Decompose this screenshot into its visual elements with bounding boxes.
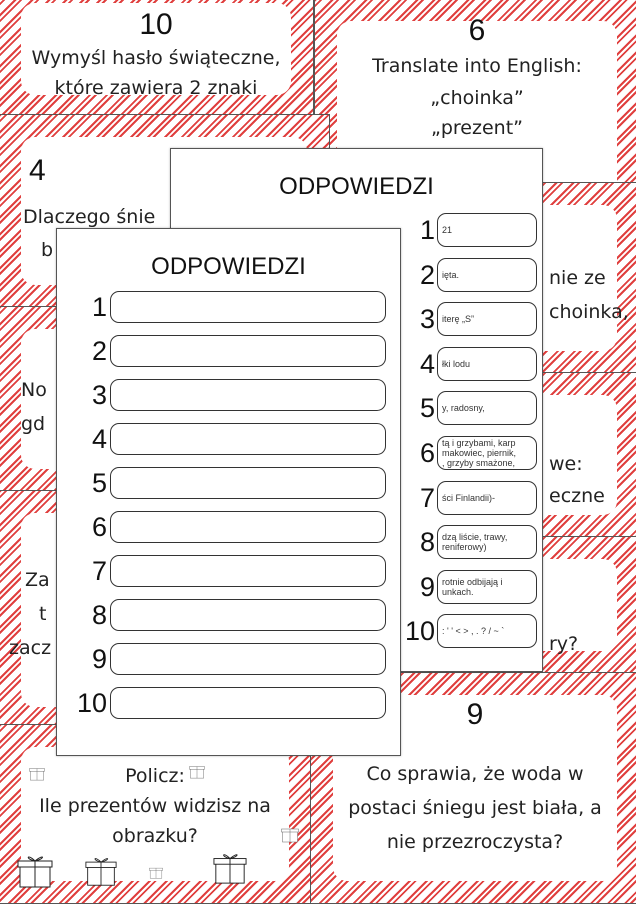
row-number: 3 (91, 380, 107, 410)
answer-field[interactable] (437, 436, 537, 470)
card-text: Policz: (125, 765, 185, 787)
row-number: 9 (91, 644, 107, 674)
row-number: 9 (419, 571, 435, 602)
answer-field[interactable] (110, 643, 386, 675)
card-number: 9 (466, 698, 484, 731)
card-text: No (21, 379, 47, 401)
card-text: „choinka” (430, 87, 524, 109)
card-text: Wymyśl hasło świąteczne, (31, 47, 281, 69)
row-number: 6 (419, 438, 435, 468)
gift-icon (213, 851, 247, 885)
answer-field[interactable] (437, 391, 537, 425)
row-number: 4 (91, 424, 107, 454)
row-number: 8 (91, 600, 107, 630)
row-number: 3 (419, 304, 435, 335)
sheet-title: ODPOWIEDZI (151, 253, 306, 280)
card-text: Dlaczego śnie (23, 206, 156, 228)
gift-icon (189, 763, 205, 779)
row-number: 1 (91, 292, 107, 322)
answer-text: ści Finlandii)- (442, 492, 496, 503)
answer-field[interactable] (110, 599, 386, 631)
answer-text: ięta. (442, 269, 460, 280)
answer-field[interactable] (110, 423, 386, 455)
card-text: we: (549, 453, 583, 475)
answer-field[interactable] (110, 379, 386, 411)
card-text: Za (25, 569, 50, 591)
card-text: gd (21, 413, 46, 435)
answer-field[interactable] (110, 291, 386, 323)
card-text: „prezent” (431, 117, 523, 139)
answer-field[interactable] (437, 302, 537, 336)
answer-field[interactable] (437, 614, 537, 648)
card-number: 10 (139, 8, 173, 41)
answer-field[interactable] (437, 258, 537, 292)
answer-text: : ' ' < > , . ? / ~ ` (442, 626, 505, 637)
row-number: 6 (91, 512, 107, 542)
answer-field[interactable] (110, 687, 386, 719)
row-number: 1 (419, 215, 435, 245)
card-text: które zawiera 2 znaki (54, 77, 258, 99)
answer-field[interactable] (437, 525, 537, 559)
gift-icon (85, 855, 117, 887)
answer-text: makowiec, piernik, (442, 448, 517, 458)
answer-field[interactable] (110, 555, 386, 587)
card-number: 4 (29, 154, 46, 187)
row-number: 10 (404, 616, 435, 647)
card-text: t (39, 603, 47, 625)
answer-text: unkach. (442, 586, 474, 597)
card-text: zacz (9, 637, 52, 659)
row-number: 8 (419, 527, 435, 558)
answer-field[interactable] (110, 511, 386, 543)
row-number: 5 (419, 393, 435, 424)
card-text: Co sprawia, że woda w (366, 763, 584, 785)
card-text: nie ze (549, 267, 606, 289)
answer-text: tą i grzybami, karp (442, 438, 516, 448)
gift-icon (29, 765, 45, 781)
row-number: 5 (91, 468, 107, 498)
row-number: 7 (419, 482, 435, 513)
gift-icon (149, 865, 163, 879)
answer-field[interactable] (110, 467, 386, 499)
row-number: 4 (419, 348, 435, 379)
gift-icon (17, 853, 53, 889)
card-text: Ile prezentów widzisz na (39, 795, 271, 817)
card-text: nie przezroczysta? (386, 831, 564, 853)
answer-text: y, radosny, (442, 403, 485, 414)
card-text: ry? (549, 633, 579, 655)
row-number: 10 (76, 688, 107, 718)
answer-text: iterę „S” (442, 314, 475, 325)
answer-field[interactable] (437, 481, 537, 515)
sheet-title: ODPOWIEDZI (279, 173, 434, 200)
card-number: 6 (468, 14, 486, 47)
row-number: 2 (419, 259, 435, 290)
answer-text: reniferowy) (442, 542, 487, 553)
card-text: choinka, (549, 301, 629, 323)
card-text: b (41, 239, 54, 261)
answer-field[interactable] (437, 347, 537, 381)
card-text: Translate into English: (372, 55, 582, 77)
card-text: postaci śniegu jest biała, a (348, 797, 602, 819)
answer-text: 21 (442, 225, 453, 235)
answer-field[interactable] (110, 335, 386, 367)
task-card-10 (0, 0, 314, 118)
answer-text: łki lodu (442, 358, 471, 369)
answer-text: dzą liście, trawy, (442, 532, 508, 543)
row-number: 7 (91, 556, 107, 586)
answer-field[interactable] (437, 570, 537, 604)
row-number: 2 (91, 336, 107, 366)
answer-text: rotnie odbijają i (442, 576, 503, 587)
answer-text: , grzyby smażone, (442, 458, 516, 468)
answer-sheet-front (56, 228, 401, 756)
card-text: obrazku? (112, 825, 198, 847)
card-text: eczne (549, 485, 605, 507)
answer-field[interactable] (437, 213, 537, 247)
gift-icon (281, 825, 299, 843)
